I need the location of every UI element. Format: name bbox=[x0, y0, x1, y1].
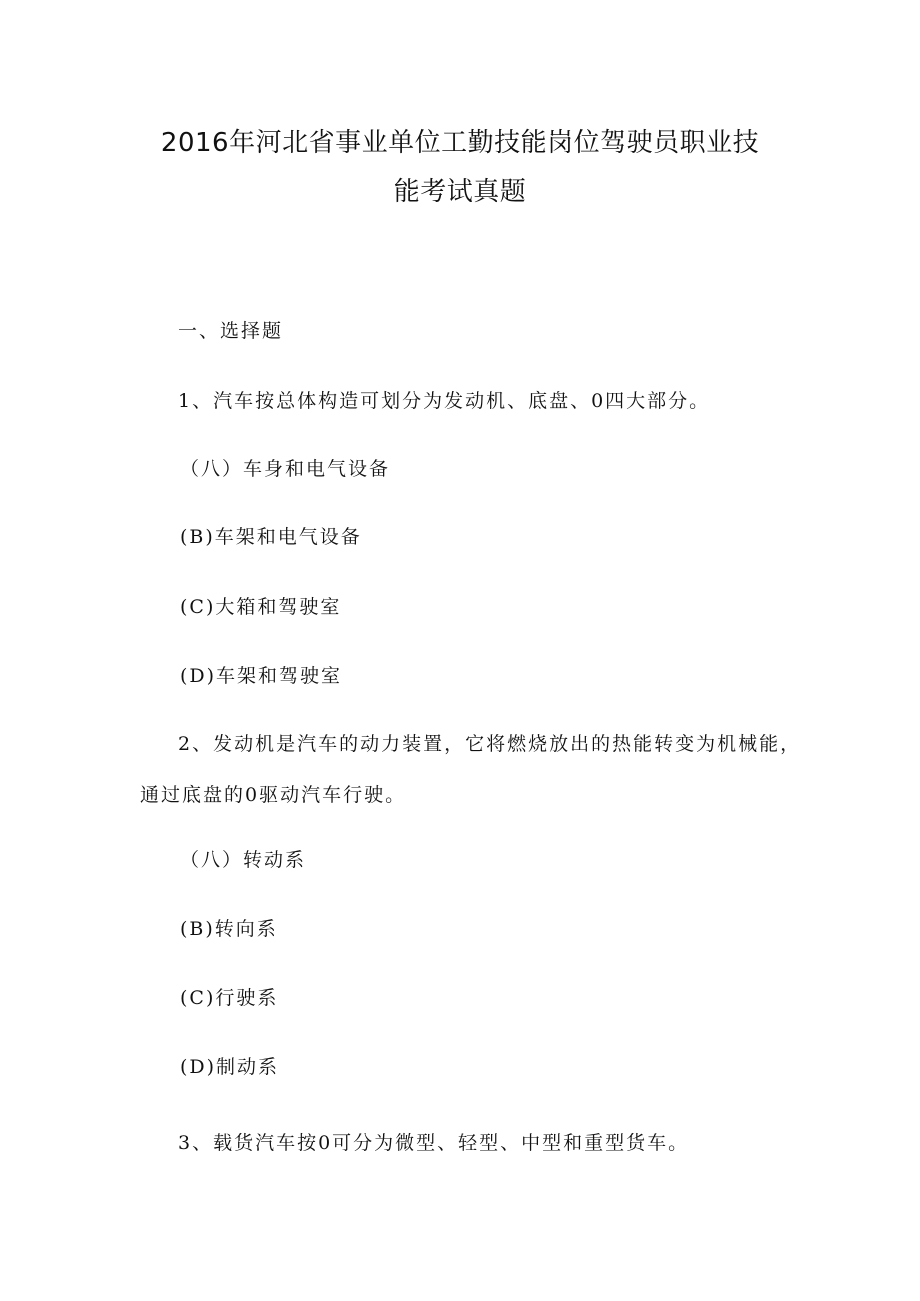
question-2-option-d: (D)制动系 bbox=[180, 1056, 280, 1078]
question-2-stem-line-1: 2、发动机是汽车的动力装置，它将燃烧放出的热能转变为机械能， bbox=[178, 733, 802, 755]
section-heading: 一、选择题 bbox=[178, 320, 284, 342]
question-1-stem: 1、汽车按总体构造可划分为发动机、底盘、0四大部分。 bbox=[178, 390, 711, 412]
question-2-option-c: (C)行驶系 bbox=[180, 987, 279, 1009]
document-title-line-1: 2016年河北省事业单位工勤技能岗位驾驶员职业技 bbox=[160, 128, 760, 158]
question-1-option-c: (C)大箱和驾驶室 bbox=[180, 596, 342, 618]
question-2-option-b: (B)转向系 bbox=[180, 918, 278, 940]
question-1-option-b: (B)车架和电气设备 bbox=[180, 526, 362, 548]
question-2-stem-line-2: 通过底盘的0驱动汽车行驶。 bbox=[140, 784, 407, 806]
question-2-option-a: （八）转动系 bbox=[180, 849, 307, 871]
question-1-option-a: （八）车身和电气设备 bbox=[180, 458, 391, 480]
question-3-stem: 3、载货汽车按0可分为微型、轻型、中型和重型货车。 bbox=[178, 1132, 690, 1154]
question-1-option-d: (D)车架和驾驶室 bbox=[180, 665, 343, 687]
document-title-line-2: 能考试真题 bbox=[393, 177, 527, 207]
